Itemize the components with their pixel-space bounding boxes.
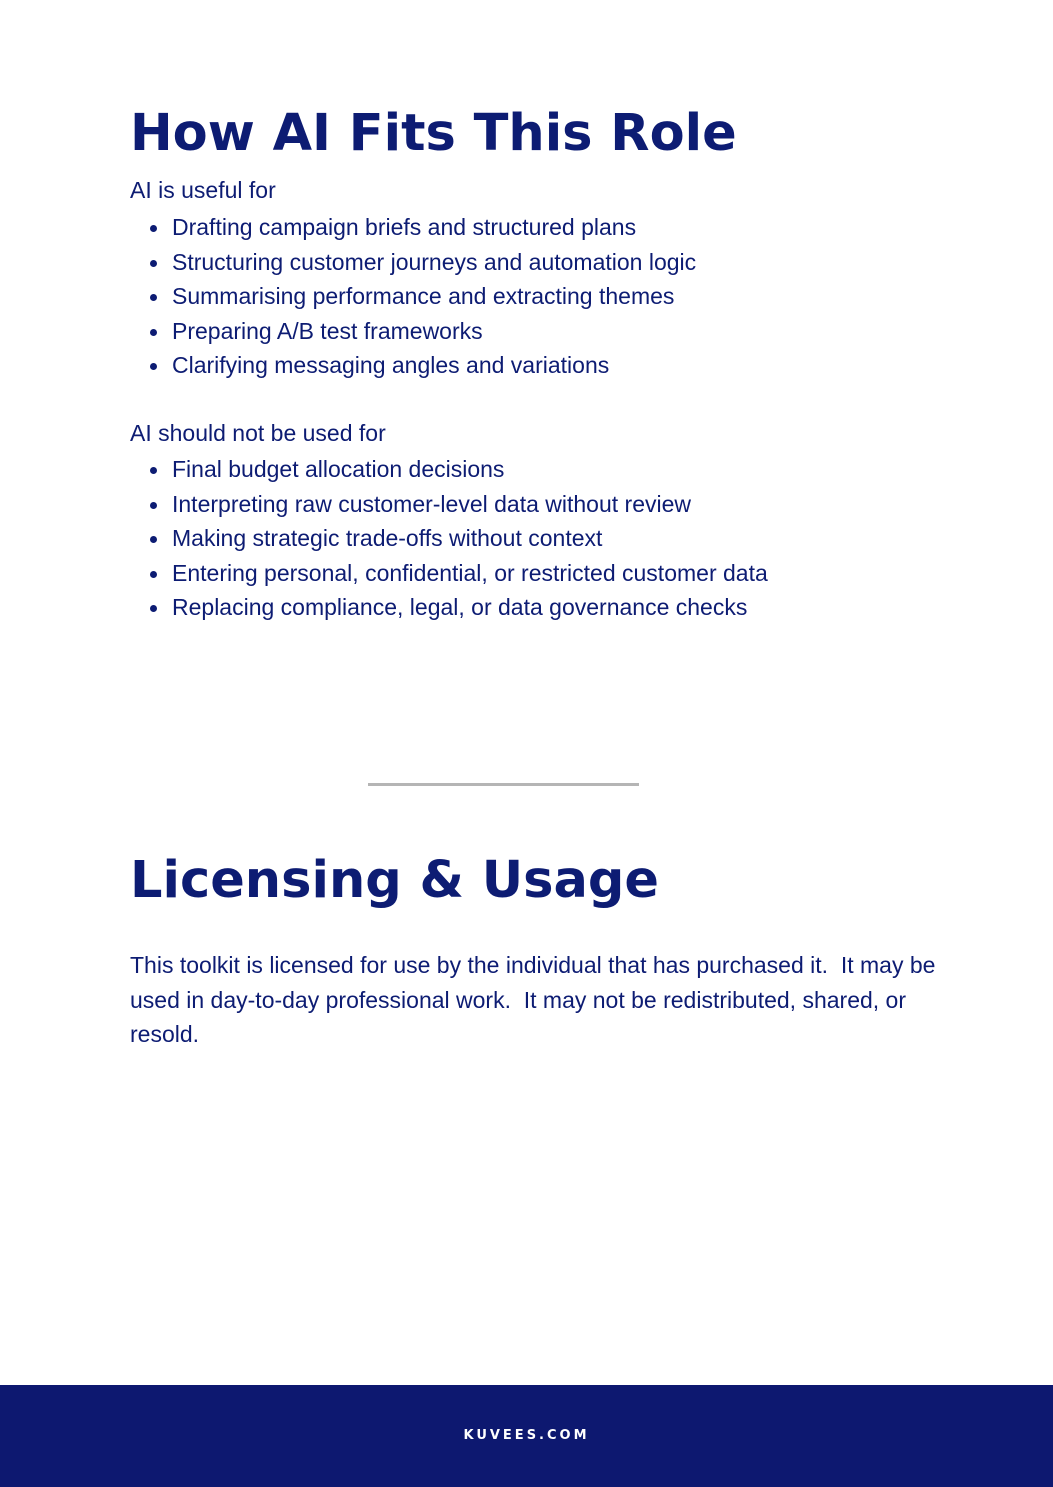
list-item-text: Preparing A/B test frameworks: [172, 317, 483, 344]
list-item: [130, 452, 768, 487]
bullet-icon: [150, 605, 157, 612]
bullet-icon: [150, 225, 157, 232]
not-useful-intro: AI should not be used for: [130, 420, 386, 446]
useful-intro: AI is useful for: [130, 177, 276, 203]
list-item-text: Replacing compliance, legal, or data governance checks: [172, 594, 748, 621]
bullet-icon: [150, 571, 157, 578]
list-item: [130, 245, 696, 280]
not-useful-list: [130, 452, 768, 625]
list-item: [130, 556, 768, 591]
bullet-icon: [150, 294, 157, 301]
list-item: [130, 314, 696, 349]
list-item: [130, 521, 768, 556]
list-item-text: Final budget allocation decisions: [172, 456, 505, 482]
list-item-text: Entering personal, confidential, or restricted customer data: [172, 559, 768, 586]
list-item-text: Clarifying messaging angles and variations: [172, 352, 610, 379]
section-divider: [368, 783, 639, 786]
list-item-text: Making strategic trade-offs without context: [172, 525, 603, 552]
useful-list: [130, 210, 696, 383]
list-item-text: Structuring customer journeys and automation logic: [172, 248, 697, 275]
list-item: [130, 279, 696, 314]
bullet-icon: [150, 363, 157, 370]
list-item: [130, 348, 696, 383]
licensing-body: This toolkit is licensed for use by the individual that has purchased it. It may be used in day-to-day professional work. It may not be redistributed, shared, or resold.: [130, 952, 942, 1047]
bullet-icon: [150, 329, 157, 336]
list-item: [130, 487, 768, 522]
list-item-text: Drafting campaign briefs and structured plans: [172, 214, 637, 240]
list-item-text: Summarising performance and extracting themes: [172, 283, 675, 310]
bullet-icon: [150, 467, 157, 474]
list-item: [130, 590, 768, 625]
bullet-icon: [150, 536, 157, 543]
section-title-ai-role: How AI Fits This Role: [130, 104, 737, 163]
footer-website-link[interactable]: KUVEES.COM: [463, 1428, 590, 1443]
section-title-licensing: Licensing & Usage: [130, 851, 660, 910]
bullet-icon: [150, 502, 157, 509]
list-item-text: Interpreting raw customer-level data without review: [172, 490, 692, 517]
list-item: [130, 210, 696, 245]
bullet-icon: [150, 260, 157, 267]
